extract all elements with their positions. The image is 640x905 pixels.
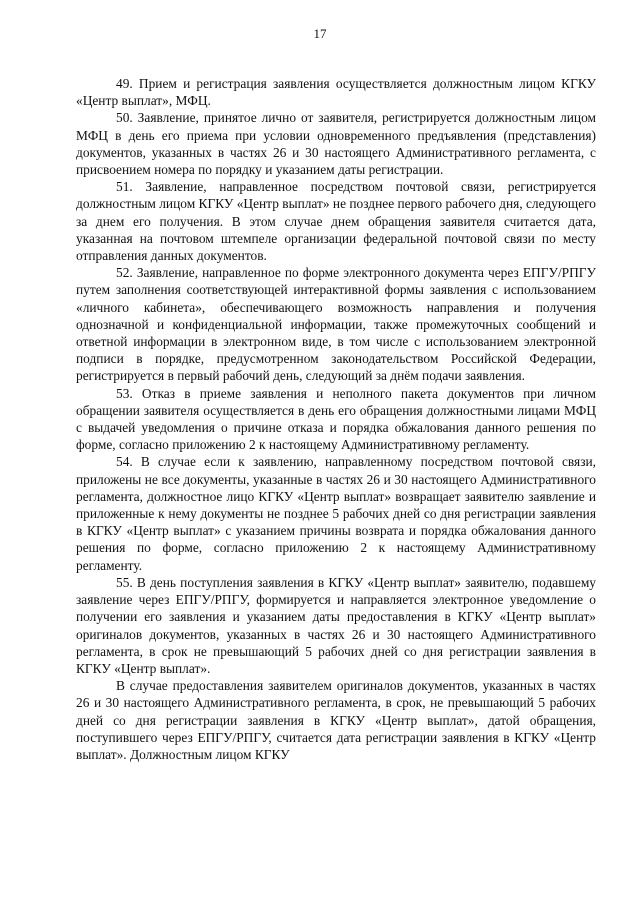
paragraph-49: 49. Прием и регистрация заявления осуществляется должностным лицом КГКУ «Центр выплат», МФЦ.	[76, 76, 596, 109]
document-body	[76, 75, 596, 763]
paragraph-53: 53. Отказ в приеме заявления и неполного пакета документов при личном обращении заявителя осуществляется в день его обращения должностными лицами МФЦ с выдачей уведомления о причине отказа и порядка обжалования данного решения по форме, согласно приложению 2 к настоящему Административному регламенту.	[76, 385, 596, 453]
page-number: 17	[313, 26, 327, 41]
paragraph-54: 54. В случае если к заявлению, направленному посредством почтовой связи, приложены не все документы, указанные в частях 26 и 30 настоящего Административного регламента, должностное лицо КГКУ «Центр выплат» возвращает заявителю заявление и приложенные к нему документы не позднее 5 рабочих дней со дня регистрации заявления в КГКУ «Центр выплат» с указанием причины возврата и порядка обжалования данного решения по форме, согласно приложению 2 к настоящему Административному регламенту.	[76, 454, 596, 573]
paragraph-50: 50. Заявление, принятое лично от заявителя, регистрируется должностным лицом МФЦ в день его приема при условии одновременного предъявления (представления) документов, указанных в частях 26 и 30 настоящего Административного регламента, с присвоением номера по порядку и указанием даты регистрации.	[76, 110, 596, 178]
paragraph-51: 51. Заявление, направленное посредством почтовой связи, регистрируется должностным лицом КГКУ «Центр выплат» не позднее первого рабочего дня, следующего за днем его получения. В этом случае днем обращения заявителя считается дата, указанная на почтовом штемпеле организации федеральной почтовой связи по месту отправления данных документов.	[76, 179, 596, 264]
paragraph-52: 52. Заявление, направленное по форме электронного документа через ЕПГУ/РПГУ путем заполнения соответствующей интерактивной формы заявления с использованием «личного кабинета», обеспечивающего возможность направления и получения однозначной и конфиденциальной информации, также промежуточных сообщений и ответной информации в электронном виде, в том числе с использованием электронной подписи в порядке, предусмотренном законодательством Российской Федерации, регистрируется в первый рабочий день, следующий за днём подачи заявления.	[76, 265, 596, 384]
paragraph-55-continuation: В случае предоставления заявителем оригиналов документов, указанных в частях 26 и 30 настоящего Административного регламента, в срок, не превышающий 5 рабочих дней со дня регистрации заявления в КГКУ «Центр выплат», датой обращения, поступившего через ЕПГУ/РПГУ, считается дата регистрации заявления в КГКУ «Центр выплат». Должностным лицом КГКУ	[76, 678, 596, 762]
paragraph-55: 55. В день поступления заявления в КГКУ «Центр выплат» заявителю, подавшему заявление через ЕПГУ/РПГУ, формируется и направляется электронное уведомление о получении его заявления и указанием даты предоставления в КГКУ «Центр выплат» оригиналов документов, указанных в частях 26 и 30 настоящего Административного регламента, в срок не превышающий 5 рабочих дней со дня регистрации заявления в КГКУ «Центр выплат».	[76, 574, 596, 676]
